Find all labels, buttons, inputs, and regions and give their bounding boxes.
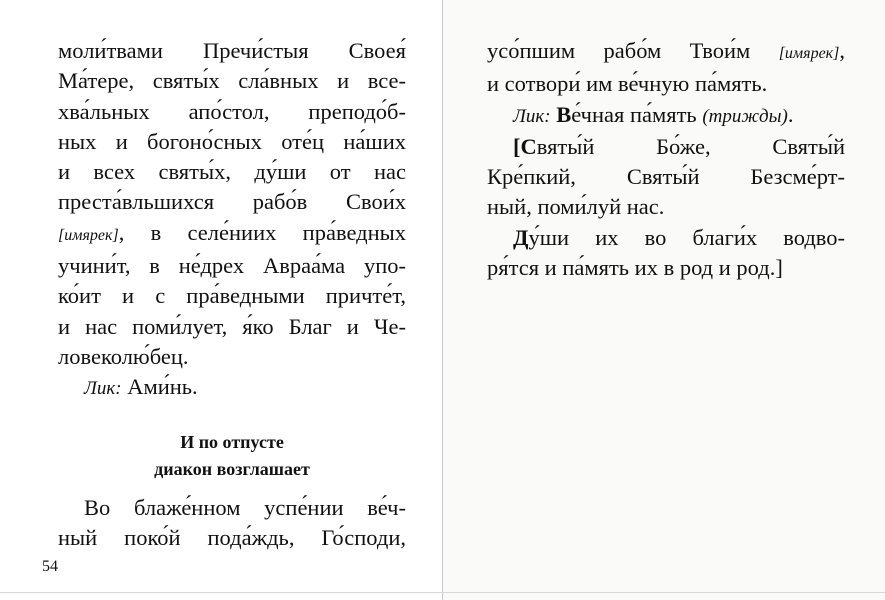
text-line: ко́ит и с пра́ведными причте́т,: [58, 283, 406, 309]
initial-letter: В: [556, 101, 572, 127]
text-line: учини́т, в не́дрех Авраа́ма упо-: [58, 253, 406, 279]
text-segment: , в селе́ниих пра́ведных: [118, 219, 406, 245]
text-line: преста́вльшихся рабо́в Свои́х: [58, 189, 406, 215]
initial-letter: [С: [513, 133, 537, 159]
text-line: [487, 132, 845, 162]
page-bottom-edge: [0, 592, 885, 593]
text-line: Кре́пкий, Святы́й Безсме́рт-: [487, 164, 845, 190]
text-line: Ма́тере, святы́х сла́вных и все-: [58, 68, 406, 94]
text-segment: у́ши их во благи́х водво-: [528, 224, 845, 250]
text-line: ловеколю́бец.: [58, 343, 189, 369]
text-segment: усо́пшим рабо́м Твои́м: [487, 38, 779, 63]
response-line: [58, 372, 406, 404]
text-line: ный, поми́луй нас.: [487, 194, 665, 220]
rubric-heading: [58, 429, 406, 483]
name-placeholder: [имярек]: [778, 45, 840, 62]
text-line: и сотвори́ им ве́чную па́мять.: [487, 71, 768, 97]
response-line: [487, 100, 845, 132]
initial-letter: Д: [513, 224, 529, 250]
heading-line: И по отпусте: [180, 431, 284, 452]
choir-label: Лик:: [513, 105, 551, 127]
text-segment: .: [787, 101, 794, 127]
rubric-note: (трижды): [702, 105, 788, 127]
text-line: [58, 218, 406, 251]
text-line: моли́твами Пречи́стыя Своея́: [58, 38, 406, 63]
choir-label: Лик:: [84, 378, 122, 400]
text-line: Во блаже́нном успе́нии ве́ч-: [84, 494, 406, 520]
text-segment: вяты́й Бо́же, Святы́й: [536, 133, 845, 159]
text-line: ный поко́й пода́ждь, Го́споди,: [58, 524, 406, 550]
text-line: ря́тся и па́мять их в род и род.]: [487, 255, 783, 281]
text-line: ных и богоно́сных оте́ц на́ших: [58, 128, 406, 154]
text-line: [487, 36, 845, 69]
page-number: 54: [42, 558, 58, 575]
text-segment: ,: [839, 38, 845, 63]
text-line: [487, 223, 845, 253]
right-page: [443, 0, 885, 600]
text-segment: е́чная па́мять: [571, 101, 703, 127]
text-line: и всех святы́х, ду́ши от нас: [58, 159, 406, 185]
text-line: и нас поми́лует, я́ко Благ и Че-: [58, 313, 406, 339]
name-placeholder: [имярек]: [58, 226, 119, 244]
heading-line: диакон возглашает: [154, 458, 310, 479]
left-page: [0, 0, 442, 600]
text-line: хва́льных апо́стол, преподо́б-: [58, 98, 406, 124]
amen-text: Ами́нь.: [127, 374, 198, 400]
